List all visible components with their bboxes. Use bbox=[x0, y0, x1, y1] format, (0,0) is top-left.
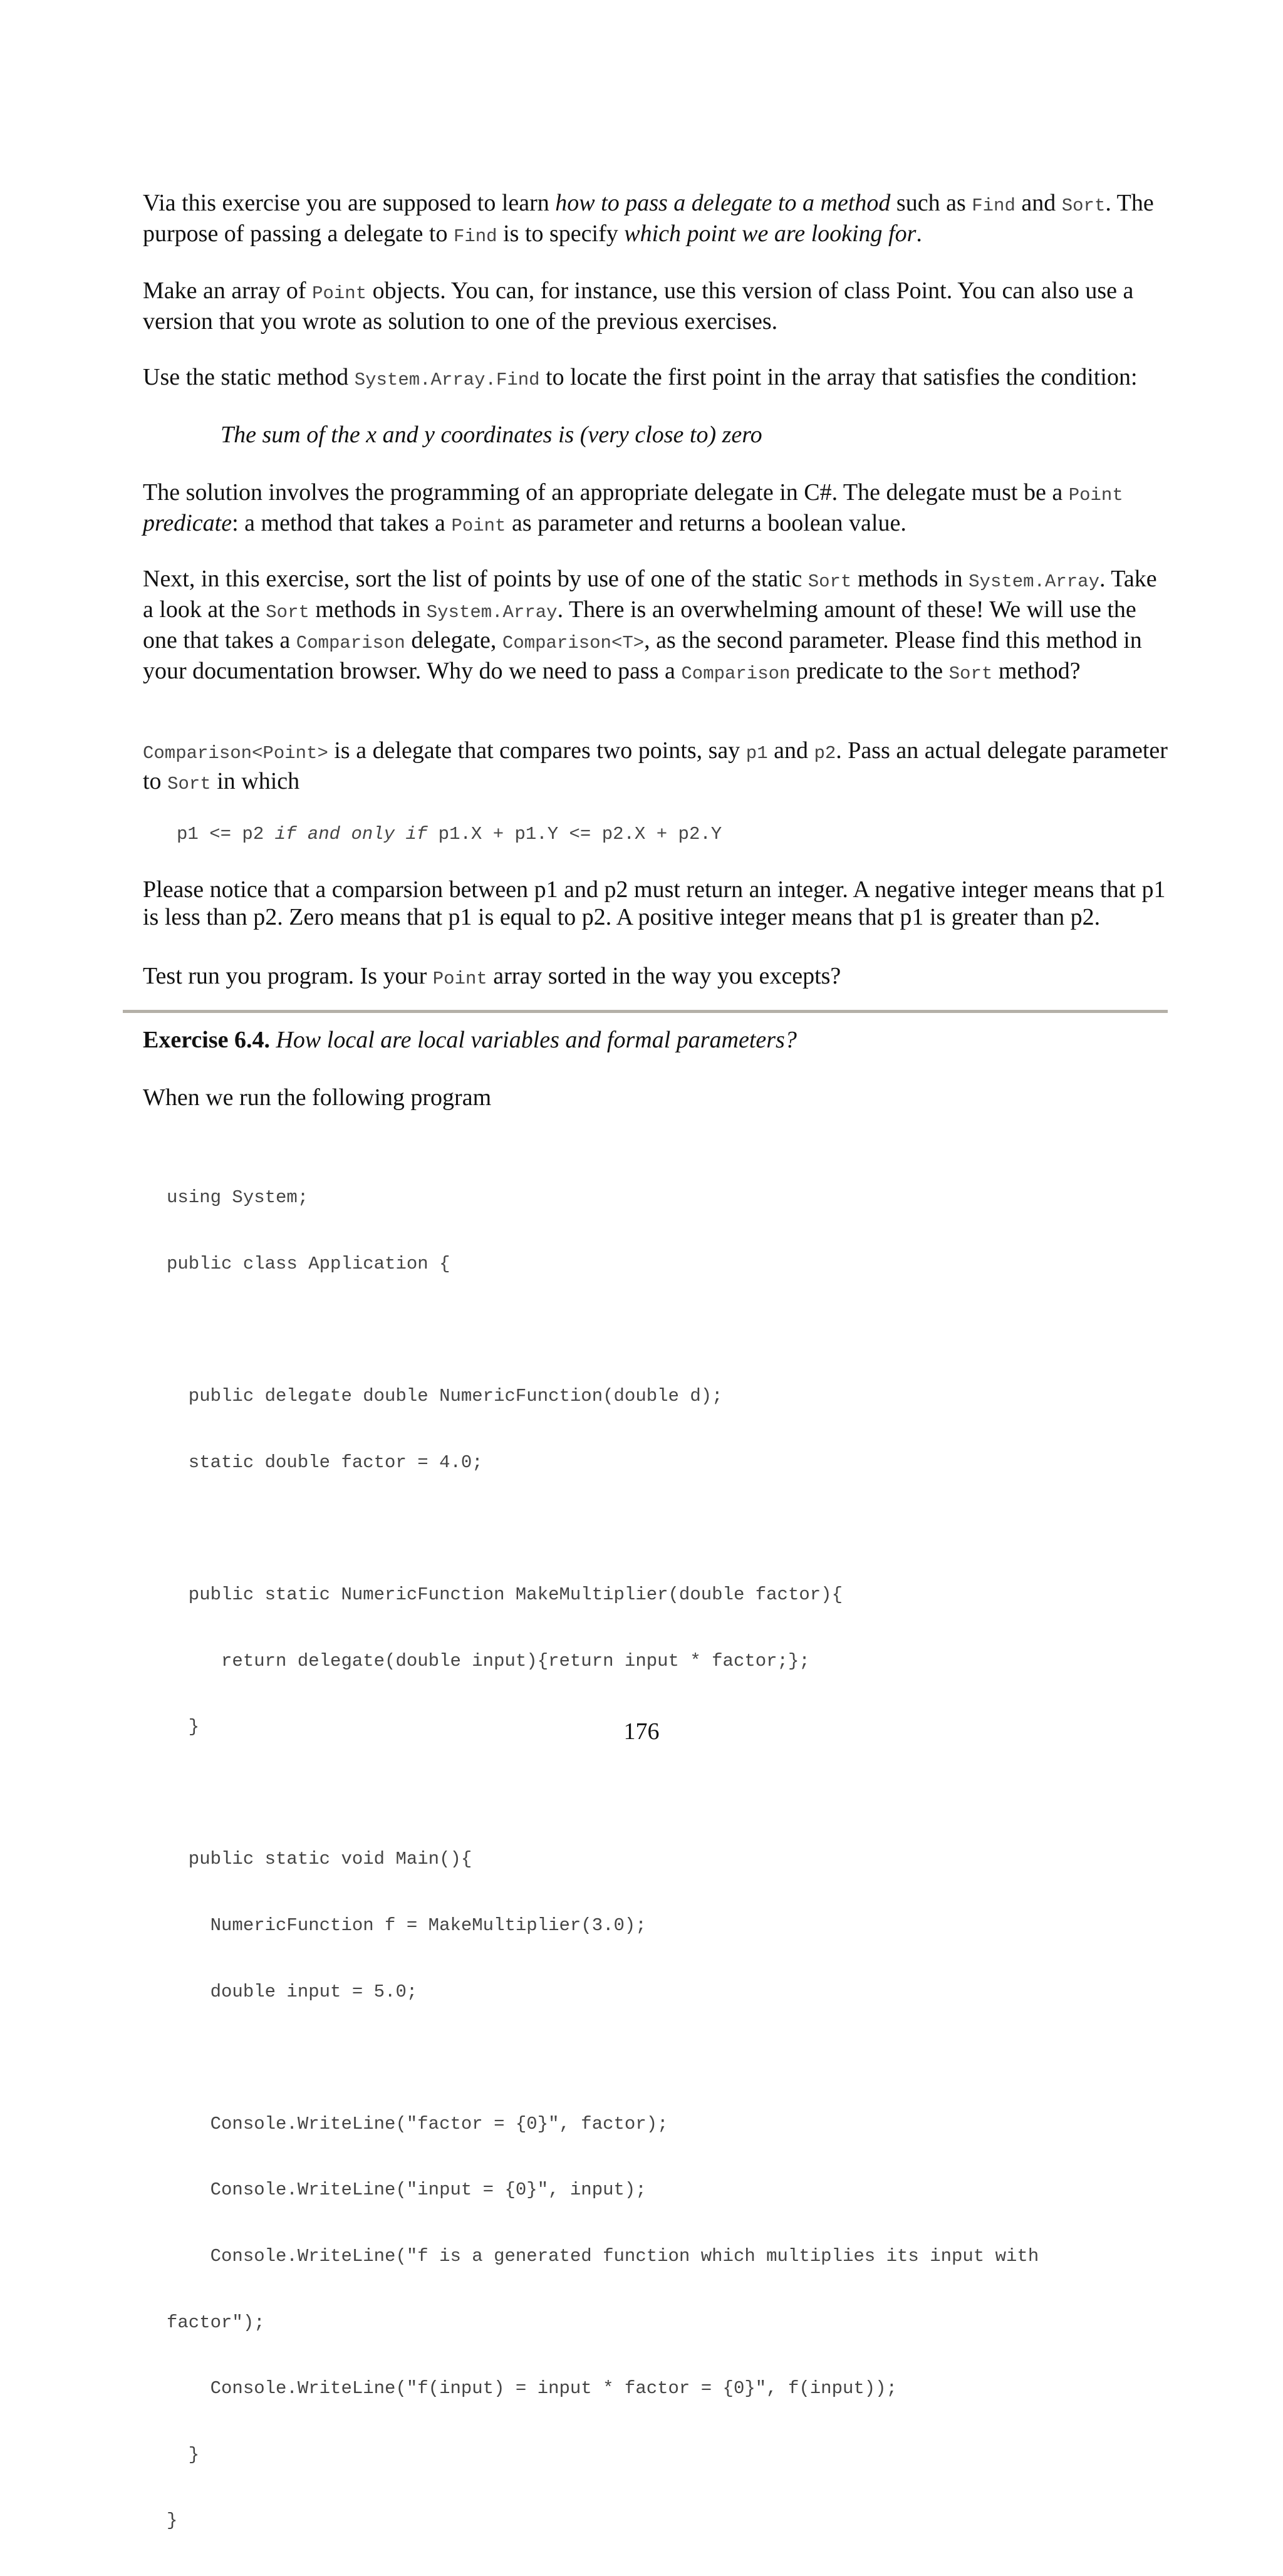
text: . The purpose of passing a delegate to bbox=[143, 190, 1154, 247]
exercise-heading bbox=[143, 1026, 1170, 1054]
inline-code: Sort bbox=[266, 602, 309, 623]
text: array sorted in the way you excepts? bbox=[487, 963, 841, 989]
exercise-title: How local are local variables and formal parameters? bbox=[276, 1027, 797, 1053]
text: such as bbox=[890, 190, 972, 216]
text: is a delegate that compares two points, say bbox=[328, 737, 746, 764]
text: is to specify bbox=[497, 221, 625, 247]
code-line: NumericFunction f = MakeMultiplier(3.0); bbox=[167, 1914, 647, 1936]
exercise-intro: When we run the following program bbox=[143, 1084, 492, 1111]
inline-code: Sort bbox=[808, 571, 852, 592]
inline-code: System.Array bbox=[426, 602, 558, 623]
code-line: return delegate(double input){return input * factor;}; bbox=[167, 1650, 810, 1671]
condition-quote: The sum of the x and y coordinates is (very close to) zero bbox=[221, 422, 762, 448]
inline-code: Find bbox=[972, 195, 1015, 216]
section-divider bbox=[123, 1010, 1168, 1013]
ordering-rule bbox=[177, 822, 722, 847]
code-line: public static NumericFunction MakeMultiplier(double factor){ bbox=[167, 1584, 843, 1605]
paragraph-sort bbox=[143, 565, 1170, 688]
inline-code: p1 bbox=[745, 743, 768, 764]
code-text: p1 <= p2 bbox=[177, 824, 275, 844]
text: and bbox=[1015, 190, 1062, 216]
inline-code: Point bbox=[432, 969, 487, 989]
text: Via this exercise you are supposed to learn bbox=[143, 190, 556, 216]
code-line: public delegate double NumericFunction(double d); bbox=[167, 1386, 723, 1407]
code-line bbox=[167, 1319, 1039, 1341]
code-line: } bbox=[167, 2444, 200, 2465]
inline-code: Point bbox=[451, 516, 506, 536]
text: Test run you program. Is your bbox=[143, 963, 433, 989]
code-line: public static void Main(){ bbox=[167, 1849, 472, 1870]
inline-code: System.Array.Find bbox=[354, 370, 540, 390]
code-line bbox=[167, 2047, 1039, 2069]
code-line: } bbox=[167, 2510, 178, 2532]
inline-code: Comparison bbox=[296, 633, 405, 653]
code-line: Console.WriteLine("f is a generated function which multiplies its input with bbox=[167, 2245, 1039, 2267]
paragraph-intro bbox=[143, 189, 1170, 251]
text: methods in bbox=[309, 596, 427, 623]
page-number: 176 bbox=[623, 1718, 660, 1745]
text: Use the static method bbox=[143, 364, 355, 390]
text: , as the second parameter. Please find this method in your documentation browser. Why do we need to pass a bbox=[143, 627, 1142, 684]
emphasis-text: predicate bbox=[143, 510, 232, 536]
code-text: p1.X + p1.Y <= p2.X + p2.Y bbox=[427, 824, 722, 844]
inline-code: p2 bbox=[814, 743, 836, 764]
text: objects. You can, for instance, use this version of class Point. You can also use a version that you wrote as solution to one of the previous exercises. bbox=[143, 278, 1134, 335]
text: delegate, bbox=[405, 627, 502, 653]
emphasis-text: which point we are looking for bbox=[624, 221, 917, 247]
text: in which bbox=[210, 768, 300, 794]
emphasis-text: how to pass a delegate to a method bbox=[555, 190, 891, 216]
text: predicate to the bbox=[790, 658, 949, 684]
code-emphasis: if and only if bbox=[274, 824, 428, 844]
paragraph-comparison bbox=[143, 737, 1170, 798]
exercise-number: Exercise 6.4. bbox=[143, 1027, 270, 1053]
text: Please notice that a comparsion between p1 and p2 must return an integer. A negative integer means that p1 is less than p2. Zero means that p1 is equal to p2. A positive integer means that p1 is greater than p2. bbox=[143, 876, 1166, 930]
inline-code: Find bbox=[453, 226, 497, 247]
text: method? bbox=[992, 658, 1081, 684]
code-line: public class Application { bbox=[167, 1254, 450, 1274]
code-listing bbox=[167, 1143, 1039, 2576]
code-line: factor"); bbox=[167, 2312, 265, 2333]
inline-code: Sort bbox=[167, 774, 211, 794]
code-line: Console.WriteLine("input = {0}", input); bbox=[167, 2179, 647, 2201]
code-line bbox=[167, 1517, 1039, 1539]
code-line bbox=[167, 1782, 1039, 1804]
text: . Take a look at the bbox=[143, 566, 1157, 623]
code-line: using System; bbox=[167, 1187, 309, 1208]
code-line: double input = 5.0; bbox=[167, 1981, 418, 2002]
text: as parameter and returns a boolean value. bbox=[506, 510, 906, 536]
text: . bbox=[916, 221, 922, 247]
text: Next, in this exercise, sort the list of points by use of one of the static bbox=[143, 566, 808, 592]
text: The solution involves the programming of an appropriate delegate in C#. The delegate must be a bbox=[143, 479, 1069, 506]
paragraph-predicate bbox=[143, 479, 1170, 540]
text: : a method that takes a bbox=[232, 510, 452, 536]
paragraph-test-run bbox=[143, 962, 1170, 993]
inline-code: System.Array bbox=[969, 571, 1099, 592]
inline-code: Point bbox=[1068, 485, 1123, 506]
code-line: } bbox=[167, 1716, 200, 1738]
code-line: Console.WriteLine("f(input) = input * factor = {0}", f(input)); bbox=[167, 2378, 897, 2399]
paragraph-find bbox=[143, 363, 1170, 394]
text: and bbox=[767, 737, 814, 764]
paragraph-array bbox=[143, 277, 1170, 335]
text: Make an array of bbox=[143, 278, 313, 304]
text: to locate the first point in the array that satisfies the condition: bbox=[539, 364, 1138, 390]
text: . There is an overwhelming amount of these! We will use the one that takes a bbox=[143, 596, 1136, 653]
inline-code: Point bbox=[312, 283, 367, 304]
inline-code: Comparison<Point> bbox=[143, 743, 328, 764]
inline-code: Sort bbox=[1061, 195, 1106, 216]
code-line: Console.WriteLine("factor = {0}", factor); bbox=[167, 2113, 668, 2134]
code-line: static double factor = 4.0; bbox=[167, 1452, 483, 1473]
inline-code: Sort bbox=[948, 663, 993, 684]
inline-code: Comparison<T> bbox=[502, 633, 645, 653]
text: methods in bbox=[851, 566, 969, 592]
inline-code: Comparison bbox=[681, 663, 791, 684]
text: . Pass an actual delegate parameter to bbox=[143, 737, 1168, 794]
paragraph-integer-result bbox=[143, 876, 1170, 931]
